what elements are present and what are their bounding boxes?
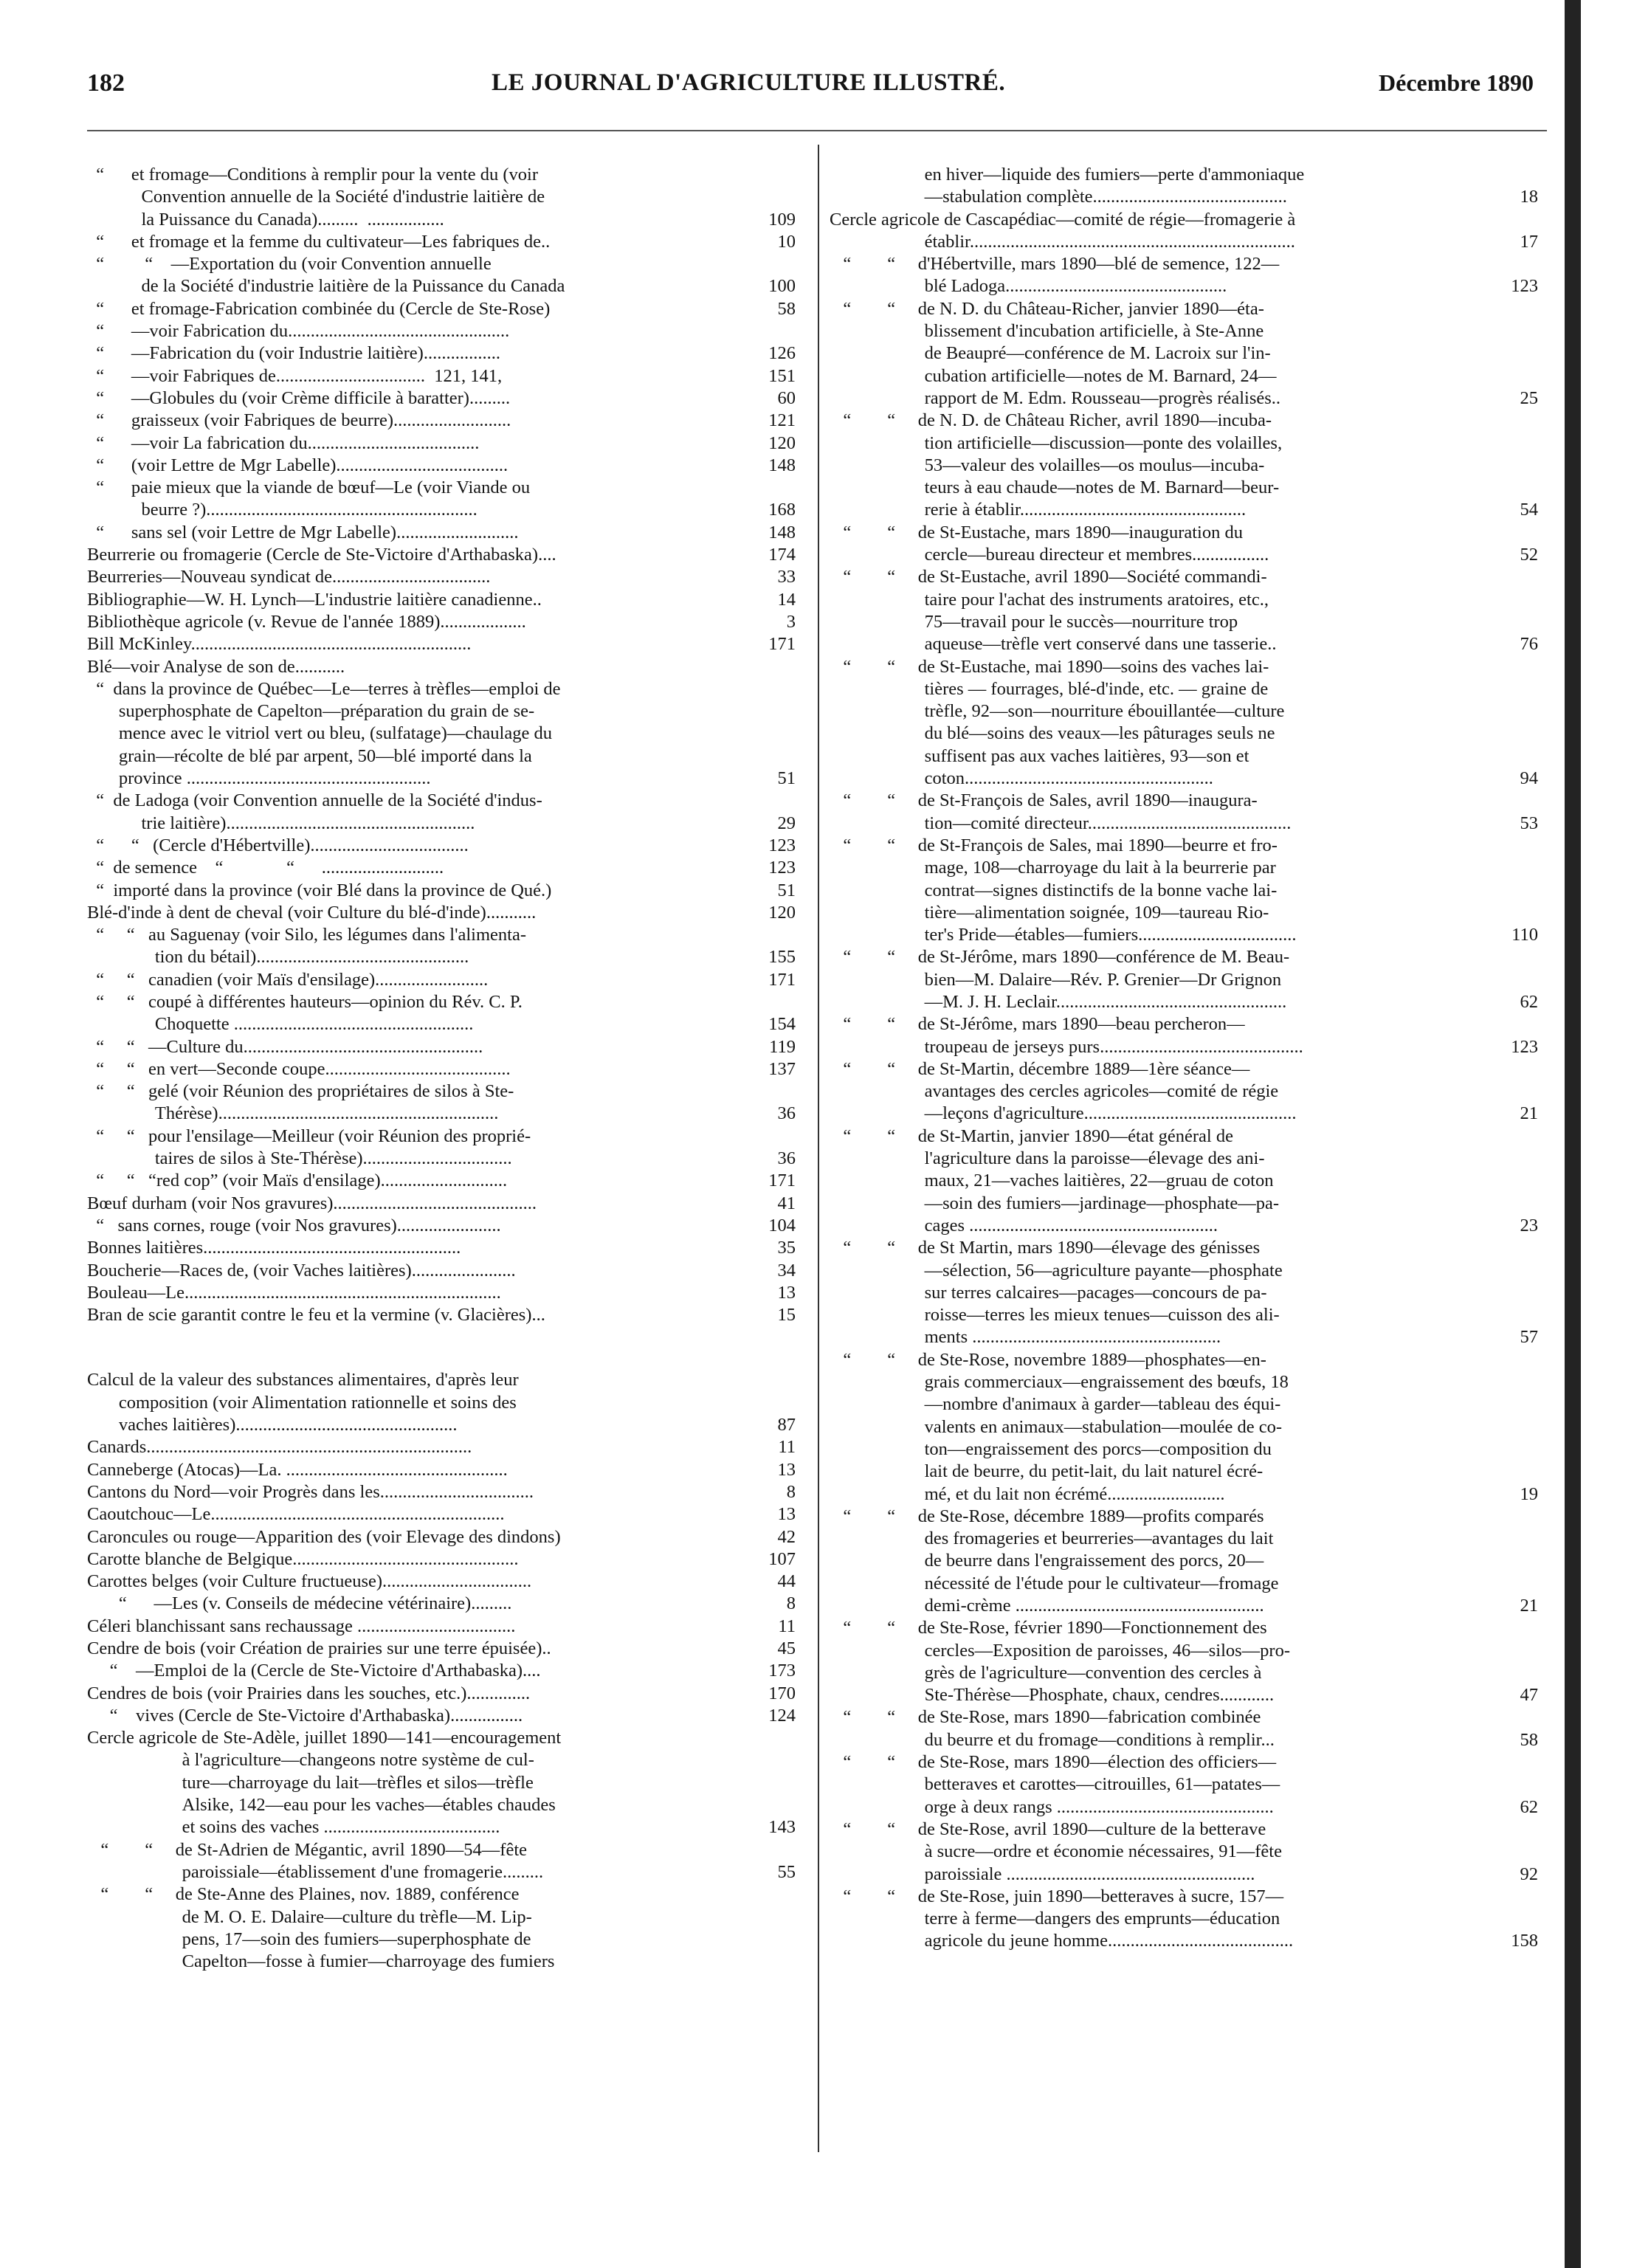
index-entry [87,1459,796,1481]
index-entry [87,1683,796,1705]
entry-text: Beurrerie ou fromagerie (Cercle de Ste-Victoire d'Arthabaska).... [87,545,556,565]
entry-page-number: 18 [1520,187,1538,207]
entry-text: “ paie mieux que la viande de bœuf—Le (voir Viande ou beurre ?)............................................................ [96,478,531,520]
entry-page-number: 10 [777,231,796,252]
index-entry [87,991,796,1036]
entry-page-number: 154 [768,1014,796,1035]
entry-text: Calcul de la valeur des substances alimentaires, d'après leur composition (voir Alimentation rationnelle et soins des vaches laitières)................................................. [87,1370,519,1435]
entry-text: “ “ de N. D. de Château Richer, avril 1890—incuba- tion artificielle—discussion—ponte des volailles, 53—valeur des volailles—os moulus—incuba- teurs à eau chaude—notes de M. Barnard—beur- rerie à établir.................................................. [843,410,1283,520]
journal-title: LE JOURNAL D'AGRICULTURE ILLUSTRÉ. [492,69,1006,96]
entry-page-number: 11 [778,1616,796,1636]
index-entry [87,678,796,790]
entry-text: “ “ de St-Adrien de Mégantic, avril 1890—54—fête paroissiale—établissement d'une fromagerie......... [100,1839,544,1882]
column-divider [818,145,819,2152]
index-entry [87,1304,796,1326]
index-entry [830,1237,1538,1348]
entry-page-number: 55 [777,1861,796,1882]
index-entry [87,544,796,566]
entry-text: “ “ de St-Martin, décembre 1889—1ère séance— avantages des cercles agricoles—comité de régie —leçons d'agriculture............................................... [843,1058,1297,1124]
index-entry [87,1282,796,1304]
index-entry [87,924,796,969]
index-entry [87,1036,796,1058]
entry-text: “ “ de N. D. du Château-Richer, janvier 1890—éta- blissement d'incubation artificielle, à Ste-Anne de Beaupré—conférence de M. Lacroix sur l'in- cubation artificielle—notes de M. Barnard, 24— rapport de M. Edm. Rousseau—progrès réalisés.. [843,298,1281,408]
entry-page-number: 11 [778,1437,796,1458]
entry-page-number: 173 [768,1661,796,1681]
entry-text: Blé—voir Analyse de son de........... [87,656,345,677]
index-entry [830,410,1538,521]
entry-page-number: 15 [777,1305,796,1326]
entry-page-number: 13 [777,1282,796,1303]
entry-text: “ “ de St-Jérôme, mars 1890—beau percheron— troupeau de jerseys purs............................................. [843,1014,1303,1057]
entry-page-number: 123 [1511,1036,1538,1057]
index-entry [87,1638,796,1660]
index-block-c [87,1369,796,1973]
entry-page-number: 36 [777,1148,796,1169]
entry-page-number: 53 [1520,813,1538,833]
entry-text: Cercle agricole de Ste-Adèle, juillet 1890—141—encouragement à l'agriculture—changeons notre système de cul- ture—charroyage du lait—trèfles et silos—trèfle Alsike, 142—eau pour les vaches—étables chaudes et soins des vaches ....................................... [87,1728,562,1838]
entry-page-number: 124 [768,1705,796,1726]
entry-page-number: 100 [768,276,796,297]
entry-page-number: 123 [768,835,796,855]
entry-text: “ “ —Culture du..................................................... [87,1036,483,1057]
index-entry [87,1705,796,1727]
entry-page-number: 13 [777,1459,796,1480]
entry-page-number: 33 [777,567,796,587]
entry-text: “ et fromage-Fabrication combinée du (Cercle de Ste-Rose) [87,298,551,319]
index-entry [830,1706,1538,1751]
index-entry [830,253,1538,298]
index-entry [87,1548,796,1571]
index-entry [87,477,796,522]
index-entry [830,656,1538,790]
entry-page-number: 171 [768,1171,796,1191]
entry-text: “ —Emploi de la (Cercle de Ste-Victoire d'Arthabaska).... [87,1661,541,1681]
entry-text: Canneberge (Atocas)—La. ................................................. [87,1459,508,1480]
entry-text: “ “ —Exportation du (voir Convention annuelle de la Société d'industrie laitière de la Puissance du Canada [96,254,565,297]
entry-page-number: 36 [777,1103,796,1124]
index-column-right [830,164,1538,1953]
entry-text: “ “ coupé à différentes hauteurs—opinion du Rév. C. P. Choquette ..................................................... [96,991,523,1035]
entry-page-number: 170 [768,1683,796,1703]
entry-page-number: 23 [1520,1215,1538,1235]
entry-text: “ “ au Saguenay (voir Silo, les légumes dans l'alimenta- tion du bétail)............................................... [96,925,526,968]
index-entry [87,164,796,231]
index-entry [830,1126,1538,1237]
entry-page-number: 57 [1520,1327,1538,1348]
entry-text: “ —voir Fabrication du................................................. [87,321,510,342]
entry-page-number: 110 [1511,925,1538,945]
entry-page-number: 29 [777,813,796,833]
entry-text: Carottes belges (voir Culture fructueuse)................................. [87,1571,532,1592]
entry-text: Bibliographie—W. H. Lynch—L'industrie laitière canadienne.. [87,589,542,610]
entry-text: Caroncules ou rouge—Apparition des (voir Elevage des dindons) [87,1526,561,1547]
index-entry [830,164,1538,209]
entry-text: “ “ de St-Martin, janvier 1890—état général de l'agriculture dans la paroisse—élevage des ani- maux, 21—vaches laitières, 22—gruau de coton —soin des fumiers—jardinage—phosphate—pa- cages ....................................................... [843,1126,1279,1235]
entry-text: Caoutchouc—Le................................................................. [87,1504,505,1525]
entry-page-number: 58 [1520,1729,1538,1750]
index-entry [87,1616,796,1638]
entry-text: “ “ de Ste-Rose, mars 1890—élection des officiers— betteraves et carottes—citrouilles, 61—patates— orge à deux rangs ................................................ [843,1752,1280,1817]
index-entry [87,1080,796,1126]
index-entry [87,969,796,991]
entry-text: Carotte blanche de Belgique.................................................. [87,1548,519,1569]
entry-text: Bill McKinley.............................................................. [87,634,472,655]
entry-page-number: 34 [777,1260,796,1281]
entry-page-number: 35 [777,1238,796,1258]
entry-text: “ sans cornes, rouge (voir Nos gravures)....................... [87,1215,501,1235]
index-entry [87,566,796,588]
index-entry [87,1839,796,1884]
entry-text: Bouleau—Le...................................................................... [87,1282,501,1303]
index-entry [830,1617,1538,1706]
entry-text: “ “ de St-François de Sales, avril 1890—inaugura- tion—comité directeur............................................. [843,790,1292,833]
index-block-cercles [830,164,1538,1953]
entry-text: “ sans sel (voir Lettre de Mgr Labelle)........................... [87,522,519,542]
entry-text: “ “ de St-Jérôme, mars 1890—conférence de M. Beau- bien—M. Dalaire—Rév. P. Grenier—Dr Grignon —M. J. H. Leclair................................................... [843,947,1290,1012]
index-entry [830,209,1538,254]
entry-page-number: 94 [1520,768,1538,789]
index-entry [87,835,796,857]
index-entry [87,790,796,835]
entry-text: “ “ de Ste-Anne des Plaines, nov. 1889, conférence de M. O. E. Dalaire—culture du trèfle—M. Lip- pens, 17—soin des fumiers—superphosphate de Capelton—fosse à fumier—charroyage des fumiers [100,1884,555,1972]
entry-page-number: 126 [768,343,796,364]
entry-text: “ vives (Cercle de Ste-Victoire d'Arthabaska)................ [87,1705,523,1726]
entry-text: “ et fromage—Conditions à remplir pour la vente du (voir Convention annuelle de la Société d'industrie laitière de la Puissance du Canada)......... ................. [96,165,545,230]
entry-text: “ “ canadien (voir Maïs d'ensilage)......................... [87,969,489,990]
entry-text: “ “ (Cercle d'Hébertville)................................... [87,835,469,855]
entry-text: Canards........................................................................ [87,1437,472,1458]
index-entry [830,1349,1538,1506]
entry-text: “ —voir Fabriques de................................. 121, 141, [87,365,503,386]
entry-text: “ —Les (v. Conseils de médecine vétérinaire)......... [87,1593,512,1614]
entry-text: “ “ de Ste-Rose, mars 1890—fabrication combinée du beurre et du fromage—conditions à remplir... [843,1707,1275,1750]
entry-text: “ “ d'Hébertville, mars 1890—blé de semence, 122— blé Ladoga................................................. [843,254,1280,297]
index-entry [87,432,796,455]
index-entry [87,253,796,298]
entry-text: Beurreries—Nouveau syndicat de................................... [87,567,491,587]
page-edge-bar [1565,0,1581,2268]
entry-text: “ “ de Ste-Rose, décembre 1889—profits comparés des fromageries et beurreries—avantages du lait de beurre dans l'engraissement des porcs, 20— nécessité de l'étude pour le cultivateur—fromage demi-crème ....................................................... [843,1506,1279,1616]
entry-text: Blé-d'inde à dent de cheval (voir Culture du blé-d'inde)........... [87,902,537,923]
entry-text: “ “ de St-Eustache, avril 1890—Société commandi- taire pour l'achat des instruments aratoires, etc., 75—travail pour le succès—nourriture trop aqueuse—trèfle vert conservé dans une tasserie.. [843,567,1277,655]
index-entry [830,522,1538,567]
index-entry [87,1170,796,1192]
entry-page-number: 60 [777,387,796,408]
entry-text: Boucherie—Races de, (voir Vaches laitières)....................... [87,1260,516,1281]
entry-page-number: 119 [769,1036,796,1057]
entry-page-number: 45 [777,1638,796,1658]
entry-page-number: 121 [768,410,796,431]
page-number: 182 [87,69,125,97]
header-rule [87,130,1547,131]
entry-page-number: 109 [768,209,796,230]
entry-page-number: 41 [777,1193,796,1213]
entry-text: Bibliothèque agricole (v. Revue de l'année 1889)................... [87,611,526,632]
entry-page-number: 158 [1511,1931,1538,1951]
index-entry [87,1369,796,1436]
entry-page-number: 87 [777,1415,796,1435]
entry-text: “ “ pour l'ensilage—Meilleur (voir Réunion des proprié- taires de silos à Ste-Thérèse)................................. [96,1126,531,1169]
entry-text: Bonnes laitières......................................................... [87,1238,461,1258]
entry-text: “ “ de St-Eustache, mai 1890—soins des vaches lai- tières — fourrages, blé-d'inde, etc. — graine de trèfle, 92—son—nourriture ébouillantée—culture du blé—soins des veaux—les pâturages seuls ne suffisent pas aux vaches laitières, 93—son et coton....................................................... [843,656,1285,789]
index-entry [87,611,796,633]
entry-page-number: 174 [768,545,796,565]
index-entry [830,566,1538,655]
entry-text: “ “ “red cop” (voir Maïs d'ensilage)............................ [87,1171,508,1191]
index-column-left [87,164,796,1973]
index-entry [830,790,1538,835]
entry-page-number: 137 [768,1058,796,1079]
entry-text: “ “ de Ste-Rose, février 1890—Fonctionnement des cercles—Exposition de paroisses, 46—silos—pro- grès de l'agriculture—convention des cercles à Ste-Thérèse—Phosphate, chaux, cendres............ [843,1618,1290,1706]
page-header [87,69,1534,111]
entry-page-number: 143 [768,1817,796,1838]
entry-page-number: 42 [777,1526,796,1547]
index-entry [87,1481,796,1503]
index-entry [87,410,796,432]
index-entry [87,387,796,410]
entry-page-number: 3 [786,611,796,632]
entry-page-number: 47 [1520,1685,1538,1706]
index-entry [87,1883,796,1973]
index-entry [87,1215,796,1237]
index-entry [87,656,796,678]
entry-page-number: 62 [1520,1796,1538,1817]
entry-page-number: 120 [768,432,796,453]
entry-page-number: 25 [1520,387,1538,408]
entry-page-number: 21 [1520,1596,1538,1616]
index-entry [830,1819,1538,1886]
index-entry [87,342,796,365]
entry-page-number: 51 [777,880,796,900]
index-entry [87,320,796,342]
entry-text: Céleri blanchissant sans rechaussage ................................... [87,1616,516,1636]
entry-text: Cantons du Nord—voir Progrès dans les.................................. [87,1481,534,1502]
index-entry [87,1237,796,1259]
index-entry [830,1013,1538,1058]
entry-page-number: 14 [777,589,796,610]
entry-text: “ “ de Ste-Rose, novembre 1889—phosphates—en- grais commerciaux—engraissement des bœufs, 18 —nombre d'animaux à garder—tableau des équi- valents en animaux—stabulation—moulée de co- ton—engraissement des porcs—composition du lait de beurre, du petit-lait, du lait naturel écré- mé, et du lait non écrémé.......................... [843,1349,1289,1504]
entry-page-number: 151 [768,365,796,386]
entry-text: “ —Fabrication du (voir Industrie laitière)................. [87,343,500,364]
index-entry [87,1571,796,1593]
entry-page-number: 51 [777,768,796,789]
entry-text: “ (voir Lettre de Mgr Labelle)...................................... [87,455,509,475]
index-entry [87,880,796,902]
index-entry [87,1503,796,1526]
entry-page-number: 171 [768,634,796,655]
entry-text: “ “ gelé (voir Réunion des propriétaires de silos à Ste- Thérèse).............................................................. [96,1081,514,1124]
entry-text: “ “ de St-Eustache, mars 1890—inauguration du cercle—bureau directeur et membres................. [843,522,1269,565]
index-entry [830,298,1538,410]
index-entry [87,1660,796,1682]
section-gap [87,1326,796,1369]
entry-page-number: 168 [768,500,796,520]
index-entry [87,1593,796,1615]
index-entry [87,455,796,477]
entry-text: Bœuf durham (voir Nos gravures)............................................. [87,1193,537,1213]
index-entry [830,835,1538,946]
entry-text: Cercle agricole de Cascapédiac—comité de régie—fromagerie à établir........................................................................ [830,209,1296,252]
entry-page-number: 120 [768,902,796,923]
entry-text: “ et fromage et la femme du cultivateur—Les fabriques de.. [87,231,551,252]
index-entry [87,1193,796,1215]
index-entry [87,231,796,253]
issue-date: Décembre 1890 [1379,69,1534,96]
index-entry [87,857,796,879]
entry-text: “ —voir La fabrication du...................................... [87,432,480,453]
entry-text: “ importé dans la province (voir Blé dans la province de Qué.) [87,880,552,900]
index-entry [830,1751,1538,1819]
entry-page-number: 58 [777,298,796,319]
entry-text: “ —Globules du (voir Crème difficile à baratter)......... [87,387,511,408]
index-entry [87,1260,796,1282]
entry-text: “ “ de Ste-Rose, juin 1890—betteraves à sucre, 157— terre à ferme—dangers des emprunts—éducation agricole du jeune homme......................................... [843,1886,1294,1951]
entry-page-number: 8 [786,1593,796,1614]
index-entry [87,1126,796,1171]
entry-page-number: 92 [1520,1864,1538,1884]
entry-page-number: 107 [768,1548,796,1569]
entry-page-number: 104 [768,1215,796,1235]
index-entry [87,902,796,924]
index-entry [830,946,1538,1013]
entry-text: “ dans la province de Québec—Le—terres à trèfles—emploi de superphosphate de Capelton—préparation du grain de se- mence avec le vitriol vert ou bleu, (sulfatage)—chaulage du grain—récolte de blé par arpent, 50—blé importé dans la province ...................................................... [96,678,561,789]
entry-page-number: 148 [768,522,796,542]
index-entry [830,1506,1538,1617]
index-entry [87,589,796,611]
entry-text: “ “ de St-François de Sales, mai 1890—beurre et fro- mage, 108—charroyage du lait à la beurrerie par contrat—signes distinctifs de la bonne vache lai- tière—alimentation soignée, 109—taureau Rio- ter's Pride—étables—fumiers................................... [843,835,1297,945]
entry-text: Cendre de bois (voir Création de prairies sur une terre épuisée).. [87,1638,551,1658]
entry-page-number: 44 [777,1571,796,1592]
entry-text: “ de Ladoga (voir Convention annuelle de la Société d'indus- trie laitière)....................................................... [96,790,542,833]
entry-text: “ “ de St Martin, mars 1890—élevage des génisses —sélection, 56—agriculture payante—phosphate sur terres calcaires—pacages—concours de pa- roisse—terres les mieux tenues—cuisson des ali- ments ....................................................... [843,1238,1283,1348]
entry-page-number: 54 [1520,500,1538,520]
index-entry [87,1727,796,1838]
index-block-b [87,164,796,1326]
index-entry [87,522,796,544]
entry-page-number: 155 [768,947,796,968]
entry-page-number: 123 [1511,276,1538,297]
entry-page-number: 8 [786,1481,796,1502]
entry-text: “ graisseux (voir Fabriques de beurre).......................... [87,410,511,431]
entry-text: Cendres de bois (voir Prairies dans les souches, etc.).............. [87,1683,531,1703]
index-entry [87,1526,796,1548]
index-entry [87,1058,796,1080]
index-entry [830,1058,1538,1126]
entry-page-number: 123 [768,858,796,878]
index-entry [87,298,796,320]
entry-text: “ “ de Ste-Rose, avril 1890—culture de la betterave à sucre—ordre et économie nécessaires, 91—fête paroissiale ....................................................... [843,1819,1282,1884]
entry-page-number: 148 [768,455,796,475]
entry-page-number: 76 [1520,634,1538,655]
entry-page-number: 19 [1520,1483,1538,1504]
entry-text: “ “ en vert—Seconde coupe......................................... [87,1058,511,1079]
entry-page-number: 52 [1520,545,1538,565]
index-entry [87,1436,796,1458]
entry-text: Bran de scie garantit contre le feu et la vermine (v. Glacières)... [87,1305,545,1326]
index-entry [87,365,796,387]
entry-text: en hiver—liquide des fumiers—perte d'ammoniaque —stabulation complète........................................... [924,165,1305,207]
entry-page-number: 62 [1520,991,1538,1012]
entry-page-number: 13 [777,1504,796,1525]
entry-page-number: 17 [1520,231,1538,252]
entry-page-number: 171 [768,969,796,990]
index-entry [830,1886,1538,1953]
entry-text: “ de semence “ “ ........................... [87,858,444,878]
index-entry [87,633,796,655]
entry-page-number: 21 [1520,1103,1538,1124]
